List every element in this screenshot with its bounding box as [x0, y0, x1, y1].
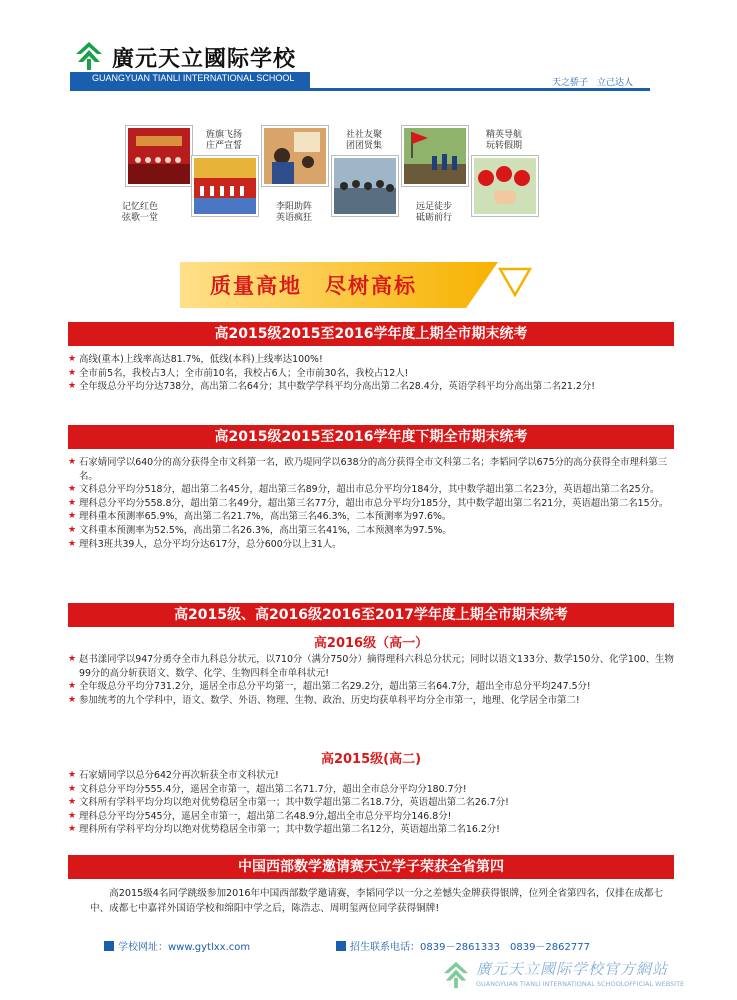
- section3-title: 高2015级、高2016级2016至2017学年度上期全市期末统考: [68, 603, 674, 627]
- grade1-list: [68, 653, 674, 707]
- list-item: ★ 全年级总分平均分731.2分，遥居全市总分平均第一，超出第二名29.2分，超出第三名64.7分，超出全市总分平均247.5分!: [68, 680, 674, 694]
- list-item: ★ 理科总分平均分558.8分，超出第二名49分，超出第三名77分，超出市总分平均分185分，其中数学超出第二名21分，英语超出第二名15分。: [68, 497, 674, 511]
- slogan-banner: [180, 262, 498, 308]
- website-text: 学校网址：www.gytlxx.com: [118, 942, 251, 953]
- header-divider: [70, 88, 650, 91]
- list-item: ★ 石家婧同学以640分的高分获得全市文科第一名，欧乃堤同学以638分的高分获得全市文科第二名；李韬同学以675分的高分获得全市理科第三名。: [68, 456, 674, 483]
- list-item: ★ 全市前5名，我校占3人；全市前10名，我校占6人；全市前30名，我校占12人!: [68, 367, 674, 381]
- square-bullet-icon: [336, 941, 346, 951]
- list-item: ★ 文科重本预测率为52.5%，高出第二名26.3%，高出第三名41%，二本预测率为97.5%。: [68, 524, 674, 538]
- school-name-en: GUANGYUAN TIANLI INTERNATIONAL SCHOOL: [92, 73, 295, 83]
- caption-6: 精英导航 玩转假期: [486, 130, 523, 151]
- phone-info: [336, 938, 590, 953]
- list-item: ★ 文科所有学科平均分均以绝对优势稳居全市第一；其中数学超出第二名18.7分，英语超出第二名26.7分!: [68, 796, 674, 810]
- watermark-logo-icon: [440, 960, 472, 990]
- caption-5: 远足徒步 砥砺前行: [416, 202, 453, 223]
- caption-3: 李阳助阵 英语疯狂: [276, 202, 313, 223]
- photo-hiking: [402, 126, 468, 186]
- list-item: ★ 参加统考的九个学科中，语文、数学、外语、物理、生物、政治、历史均获单科平均分全市第一，地理、化学居全市第二!: [68, 694, 674, 708]
- page-header: [0, 0, 737, 100]
- section4-paragraph: 高2015级4名同学跳级参加2016年中国西部数学邀请赛，李韬同学以一分之差憾失金牌获得银牌，位列全省第四名，仅排在成都七中、成都七中嘉祥外国语学校和绵阳中学之后，陈浩志、周明玺两位同学获得铜牌!: [90, 888, 663, 914]
- list-item: ★ 全年级总分平均分达738分，高出第二名64分；其中数学学科平均分高出第二名28.4分，英语学科平均分高出第二名21.2分!: [68, 380, 674, 394]
- caption-2: 旌旗飞扬 庄严宣誓: [206, 130, 243, 151]
- section2-title: 高2015级2015至2016学年度下期全市期末统考: [68, 425, 674, 449]
- list-item: ★ 理科重本预测率65.9%，高出第二名21.7%，高出第三名46.3%，二本预测率为97.6%。: [68, 510, 674, 524]
- list-item: ★ 理科所有学科平均分均以绝对优势稳居全市第一；其中数学超出第二名12分，英语超出第二名16.2分!: [68, 823, 674, 837]
- photo-holiday-camp: [472, 156, 538, 216]
- section1-list: [68, 353, 674, 394]
- section1-title: 高2015级2015至2016学年度上期全市期末统考: [68, 322, 674, 346]
- list-item: ★ 石家婧同学以总分642分再次斩获全市文科状元!: [68, 769, 674, 783]
- grade2-list: [68, 769, 674, 837]
- school-motto: 天之骄子 立己达人: [552, 78, 634, 88]
- list-item: ★ 赵书漾同学以947分勇夺全市九科总分状元，以710分（满分750分）摘得理科六科总分状元；同时以语文133分、数学150分、化学100、生物99分的高分斩获语文、数学、化学、生物四科全市单科状元!: [68, 653, 674, 680]
- grade1-title: 高2016级（高一）: [313, 636, 429, 651]
- website-info: [104, 938, 250, 953]
- list-item: ★ 理科3班共39人，总分平均分达617分，总分600分以上31人。: [68, 538, 674, 552]
- photo-collage: [88, 104, 668, 254]
- photo-club-fair: [332, 156, 398, 216]
- grade2-title: 高2015级(高二): [320, 752, 422, 767]
- photo-red-choir: [126, 126, 192, 186]
- list-item: ★ 文科总分平均分518分，超出第二名45分，超出第三名89分，超出市总分平均分184分，其中数学超出第二名23分，英语超出第二名25分。: [68, 483, 674, 497]
- list-item: ★ 高线(重本)上线率高达81.7%，低线(本科)上线率达100%!: [68, 353, 674, 367]
- list-item: ★ 文科总分平均分555.4分，遥居全市第一，超出第二名71.7分，超出全市总分平均分180.7分!: [68, 783, 674, 797]
- photo-english-event: [262, 126, 328, 186]
- school-name-cn: 廣元天立國际学校: [112, 46, 297, 72]
- square-bullet-icon: [104, 941, 114, 951]
- triangle-icon: [498, 266, 532, 298]
- banner-text: 质量高地 尽树高标: [210, 274, 417, 298]
- section4-title: 中国西部数学邀请赛天立学子荣获全省第四: [68, 855, 674, 879]
- school-logo-icon: [72, 40, 106, 72]
- section2-list: [68, 456, 674, 551]
- photo-flag-oath: [192, 156, 258, 216]
- watermark-en: GUANGYUAN TIANLI INTERNATIONAL SCHOOLOFFICIAL WEBSITE: [476, 980, 685, 988]
- list-item: ★ 理科总分平均分545分，遥居全市第一，超出第二名48.9分,超出全市总分平均分146.8分!: [68, 810, 674, 824]
- phone-text: 招生联系电话：0839－2861333 0839－2862777: [350, 942, 590, 953]
- caption-1: 记忆红色 弦歌一堂: [122, 202, 159, 223]
- watermark-cn: 廣元天立國际学校官方網站: [476, 960, 669, 978]
- official-website-watermark: [438, 956, 734, 996]
- page-footer: [104, 938, 664, 954]
- caption-4: 社社友聚 团团贤集: [346, 130, 383, 151]
